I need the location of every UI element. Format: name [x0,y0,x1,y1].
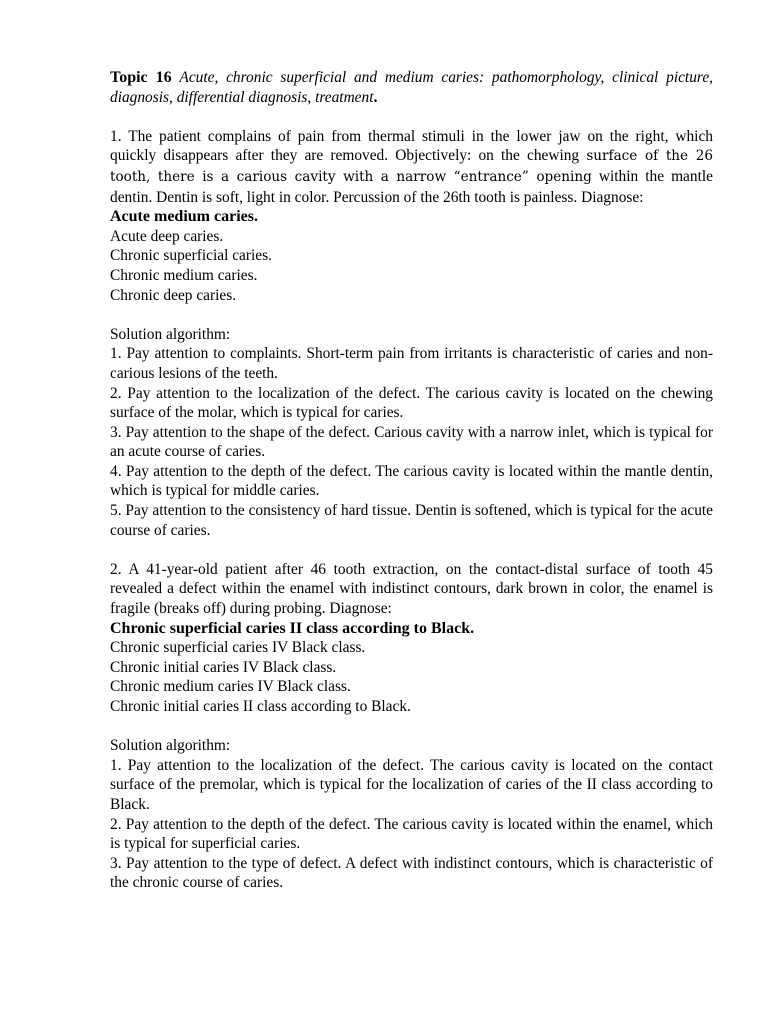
question-1-algorithm-step: 3. Pay attention to the shape of the defect. Carious cavity with a narrow inlet, which is typical for an acute course of caries. [110,423,713,461]
question-2-option: Chronic medium caries IV Black class. [110,678,351,696]
question-1-algorithm-step: 5. Pay attention to the consistency of hard tissue. Dentin is softened, which is typical for the acute course of caries. [110,502,713,539]
document-page [110,68,713,893]
topic-title-end: . [373,88,378,106]
question-1-text-part-a: 1. The patient complains of pain from thermal stimuli in the lower jaw on the right, which quickly disappears after they are removed. Objectively: on the chewing [110,127,713,165]
question-1-option: Chronic superficial caries. [110,247,272,265]
question-1-option-correct: Acute medium caries. [110,208,258,226]
spacer [110,305,713,325]
question-1-algorithm-title: Solution algorithm: [110,325,231,343]
question-2-option-correct: Chronic superficial caries ІІ class according to Black. [110,619,475,637]
question-2-text: 2. A 41-year-old patient after 46 tooth extraction, on the contact-distal surface of tooth 45 revealed a defect within the enamel with indistinct contours, dark brown in color, the enamel is fragile (breaks off) during probing. Diagnose: [110,560,713,618]
question-2-option: Chronic superficial caries IV Black class. [110,639,366,657]
question-1-text-part-c: within the mantle dentin. Dentin is soft, light in color. Percussion of the 26th tooth is painless. Diagnose: [110,167,713,206]
spacer [110,107,713,127]
question-2-option: Chronic initial caries ІІ class according to Black. [110,698,411,715]
question-1-algorithm-step: 1. Pay attention to complaints. Short-term pain from irritants is characteristic of caries and non-carious lesions of the teeth. [110,345,713,382]
question-2-option: Chronic initial caries IV Black class. [110,658,337,676]
question-1-option: Chronic medium caries. [110,266,258,284]
question-2-algorithm-step: 3. Pay attention to the type of defect. A defect with indistinct contours, which is characteristic of the chronic course of caries. [110,854,713,892]
question-1-algorithm-step: 4. Pay attention to the depth of the defect. The carious cavity is located within the mantle dentin, which is typical for middle caries. [110,462,713,500]
topic-title: Acute, chronic superficial and medium caries: pathomorphology, clinical picture, diagnosis, differential diagnosis, treatment [110,69,713,106]
question-2-algorithm-step: 2. Pay attention to the depth of the defect. The carious cavity is located within the enamel, which is typical for superficial caries. [110,815,713,853]
question-1-text-part-b: surface of the 26 tooth, there is a carious cavity with a narrow “entrance” opening [110,148,714,185]
topic-heading [110,68,713,107]
question-1-text [110,127,713,207]
spacer [110,540,713,560]
question-1-option: Acute deep caries. [110,227,224,245]
question-1-option: Chronic deep caries. [110,286,237,304]
question-2-algorithm-title: Solution algorithm: [110,737,231,755]
topic-label: Topic 16 [110,69,172,86]
spacer [110,717,713,737]
question-1-algorithm-step: 2. Pay attention to the localization of the defect. The carious cavity is located on the chewing surface of the molar, which is typical for caries. [110,384,713,422]
question-2-algorithm-step: 1. Pay attention to the localization of the defect. The carious cavity is located on the contact surface of the premolar, which is typical for the localization of caries of the II class according to Black. [110,756,713,813]
